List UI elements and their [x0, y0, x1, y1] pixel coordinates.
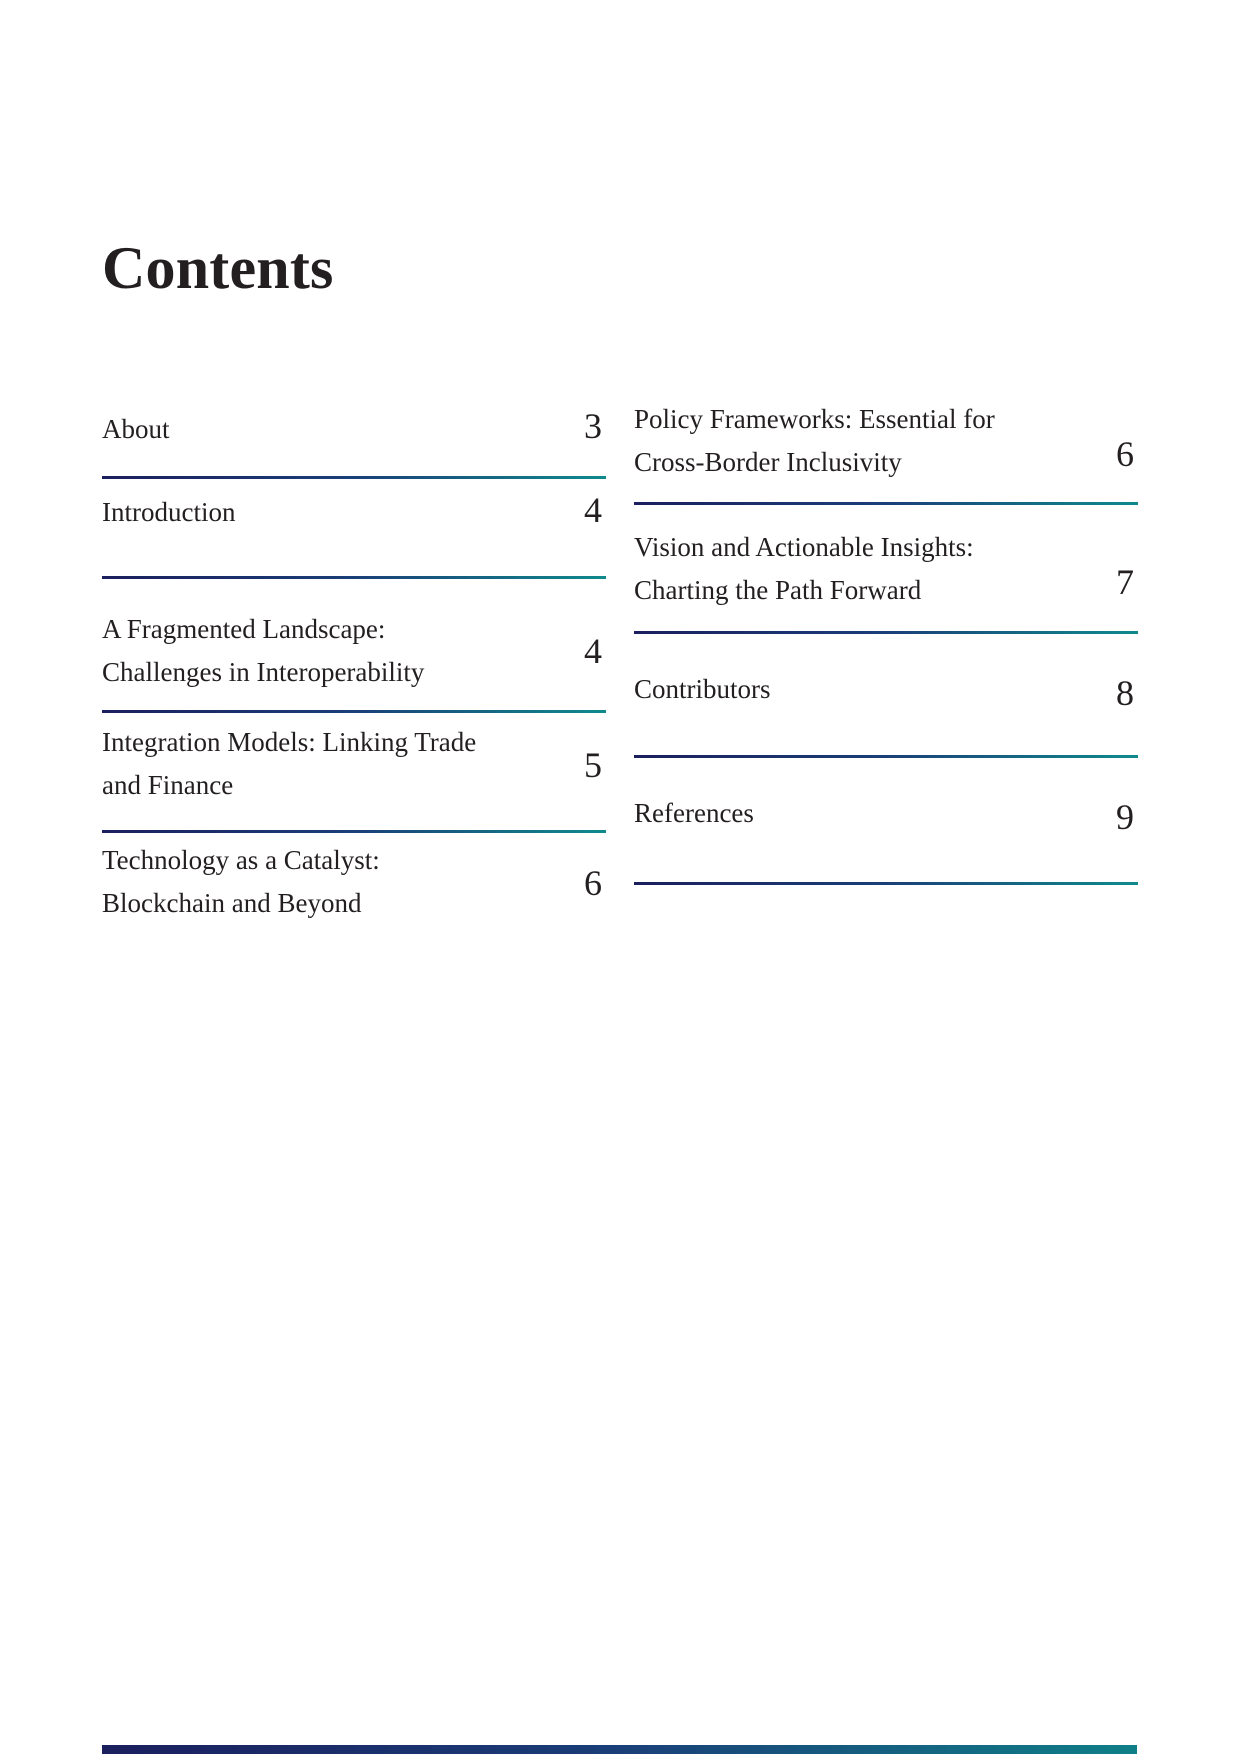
toc-entry-page: 7	[1116, 562, 1134, 602]
toc-left-column	[102, 398, 606, 935]
toc-entry-page: 5	[584, 745, 602, 785]
toc-entry-label: Vision and Actionable Insights: Charting the Path Forward	[634, 532, 974, 605]
toc-entry-page: 6	[1116, 434, 1134, 474]
toc-entry-page: 3	[584, 406, 602, 446]
footer-accent-bar	[102, 1745, 1137, 1754]
toc-entry-label: Contributors	[634, 674, 771, 704]
toc-entry-vision[interactable]	[634, 502, 1138, 631]
toc-entry-references[interactable]	[634, 755, 1138, 882]
toc-entry-label: Integration Models: Linking Trade and Finance	[102, 727, 477, 800]
page-title: Contents	[102, 235, 334, 301]
toc-divider	[102, 710, 606, 713]
toc-divider	[102, 476, 606, 479]
toc-entry-label: References	[634, 798, 754, 828]
toc-entry-page: 8	[1116, 673, 1134, 713]
toc-divider	[102, 830, 606, 833]
toc-entry-technology-catalyst[interactable]	[102, 835, 606, 935]
toc-right-column	[634, 398, 1138, 882]
toc-entry-label: Policy Frameworks: Essential for Cross-Border Inclusivity	[634, 404, 995, 477]
toc-entry-label: A Fragmented Landscape: Challenges in Interoperability	[102, 614, 425, 687]
toc-entry-integration-models[interactable]	[102, 715, 606, 855]
toc-entry-introduction[interactable]	[102, 482, 606, 606]
toc-entry-policy-frameworks[interactable]	[634, 398, 1138, 502]
toc-entry-contributors[interactable]	[634, 631, 1138, 755]
toc-divider	[634, 882, 1138, 885]
toc-entry-label: About	[102, 414, 170, 444]
toc-entry-label: Technology as a Catalyst: Blockchain and Beyond	[102, 845, 380, 918]
toc-entry-page: 6	[584, 863, 602, 903]
toc-entry-label: Introduction	[102, 497, 236, 527]
toc-entry-page: 4	[584, 490, 602, 530]
toc-divider	[102, 576, 606, 579]
toc-entry-page: 9	[1116, 797, 1134, 837]
toc-entry-page: 4	[584, 631, 602, 671]
